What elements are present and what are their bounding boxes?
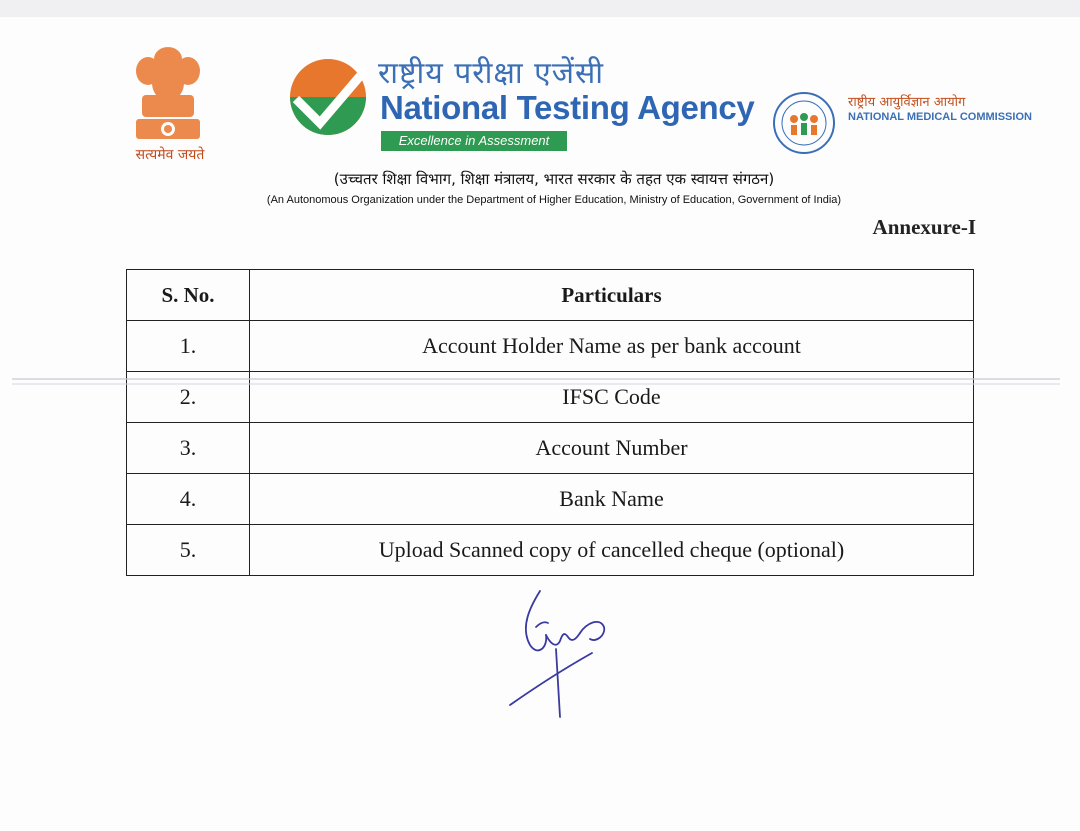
header-particulars: Particulars (250, 270, 974, 321)
particulars-table (126, 269, 974, 576)
row-sno: 5. (127, 525, 250, 576)
table-row (127, 525, 974, 576)
nmc-name-english: NATIONAL MEDICAL COMMISSION (848, 111, 1032, 123)
annexure-label: Annexure-I (872, 215, 976, 239)
table-row (127, 474, 974, 525)
row-particular: Account Number (250, 423, 974, 474)
row-particular: Bank Name (250, 474, 974, 525)
row-particular: Upload Scanned copy of cancelled cheque (optional) (250, 525, 974, 576)
table-row (127, 423, 974, 474)
emblem-caption: सत्यमेव जयते (135, 147, 205, 163)
row-sno: 4. (127, 474, 250, 525)
signature-icon (500, 587, 620, 727)
header-sno: S. No. (127, 270, 250, 321)
row-sno: 3. (127, 423, 250, 474)
table-row (127, 321, 974, 372)
nta-name-hindi: राष्ट्रीय परीक्षा एजेंसी (378, 56, 605, 91)
scan-artifact-line (12, 375, 1060, 387)
subtitle-hindi: (उच्चतर शिक्षा विभाग, शिक्षा मंत्रालय, भारत सरकार के तहत एक स्वायत्त संगठन) (333, 170, 775, 188)
row-particular: IFSC Code (250, 372, 974, 423)
nta-logo-icon (288, 57, 368, 137)
subtitle-english: (An Autonomous Organization under the Department of Higher Education, Ministry of Education, Government of India) (266, 194, 842, 206)
nmc-name-hindi: राष्ट्रीय आयुर्विज्ञान आयोग (848, 95, 966, 110)
nta-name-english: National Testing Agency (380, 89, 755, 126)
nta-tagline: Excellence in Assessment (381, 131, 567, 151)
document-page (0, 17, 1080, 831)
row-particular: Account Holder Name as per bank account (250, 321, 974, 372)
row-sno: 1. (127, 321, 250, 372)
table-header-row (127, 270, 974, 321)
row-sno: 2. (127, 372, 250, 423)
nmc-seal-icon (772, 91, 836, 155)
